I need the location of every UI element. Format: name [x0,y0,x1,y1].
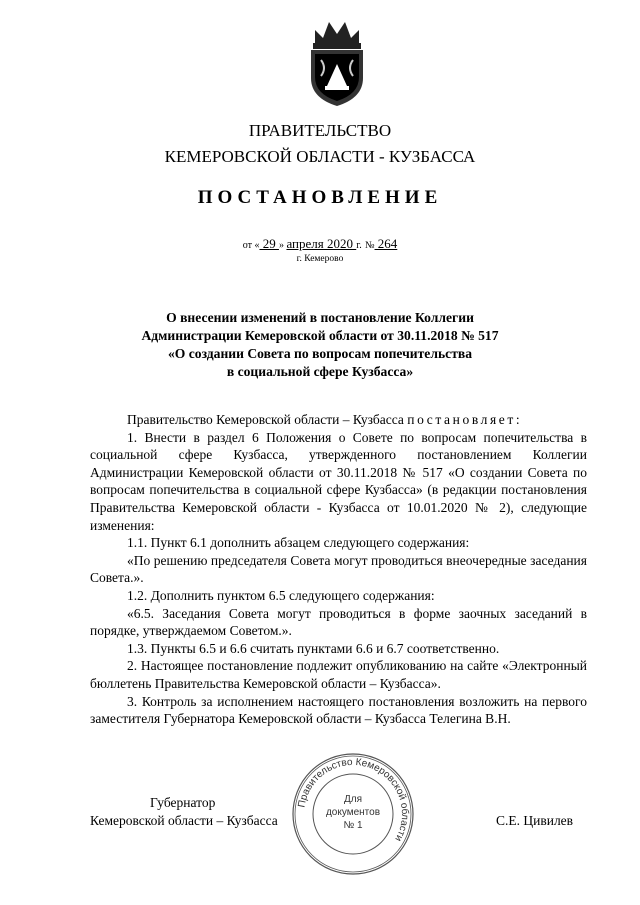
intro-spaced-word: постановляет: [407,412,523,427]
stamp-ring-text: Правительство Кемеровской области [296,756,411,844]
paragraph-1-1-quote: «По решению председателя Совета могут проводиться внеочередные заседания Совета.». [90,552,587,586]
paragraph-1: 1. Внести в раздел 6 Положения о Совете по вопросам попечительства в социальной сфере Кузбасса, утвержденного постановлением Коллегии Администрации Кемеровской области от 30.11.2018 № 517 «О создании Совета по вопросам попечительства в социальной сфере Кузбасса» (в редакции постановления Правительства Кемеровской области - Кузбасса от 10.01.2020 № 2), следующие изменения: [90,429,587,533]
stamp-line2: документов [325,807,381,818]
date-day: 29 [259,236,279,251]
org-name-line2: КЕМЕРОВСКОЙ ОБЛАСТИ - КУЗБАССА [164,147,476,166]
stamp-line1: Для [343,794,363,805]
date-mid: » [278,240,287,251]
paragraph-1-2: 1.2. Дополнить пунктом 6.5 следующего содержания: [127,587,435,603]
org-name-line1: ПРАВИТЕЛЬСТВО [248,121,392,140]
paragraph-1-1: 1.1. Пункт 6.1 дополнить абзацем следующего содержания: [127,535,470,551]
document-body [90,411,587,728]
title-line: в социальной сфере Кузбасса» [226,364,414,379]
title-line: «О создании Совета по вопросам попечительства [167,346,473,361]
document-title [100,309,540,381]
signature-region: Кемеровской области – Кузбасса [90,813,278,828]
paragraph-1-2-quote: «6.5. Заседания Совета могут проводиться в форме заочных заседаний в порядке, утверждаемом Советом.». [90,605,587,639]
signature-title: Губернатор [150,795,216,810]
official-stamp [291,752,415,876]
number-sign: № [364,240,375,251]
date-number-line [0,236,640,252]
city: г. Кемерово [296,254,344,264]
title-line: О внесении изменений в постановление Коллегии [166,310,474,325]
intro-text: Правительство Кемеровской области – Кузбасса [127,412,408,427]
date-month-year: апреля 2020 [286,236,357,251]
document-type: ПОСТАНОВЛЕНИЕ [197,187,443,208]
paragraph-3: 3. Контроль за исполнением настоящего постановления возложить на первого заместителя Губернатора Кемеровской области – Кузбасса Телегина В.Н. [90,693,587,727]
document-number: 264 [374,236,398,251]
signature-name: С.Е. Цивилев [496,813,574,828]
stamp-line3: № 1 [343,820,363,831]
paragraph-1-3: 1.3. Пункты 6.5 и 6.6 считать пунктами 6.6 и 6.7 соответственно. [127,640,500,656]
date-prefix: от « [242,240,260,251]
paragraph-2: 2. Настоящее постановление подлежит опубликованию на сайте «Электронный бюллетень Правительства Кемеровской области – Кузбасса». [90,658,587,691]
title-line: Администрации Кемеровской области от 30.11.2018 № 517 [141,328,499,343]
coat-of-arms-emblem [301,14,373,109]
date-year-suffix: г. [356,240,362,251]
intro-paragraph [90,411,587,429]
